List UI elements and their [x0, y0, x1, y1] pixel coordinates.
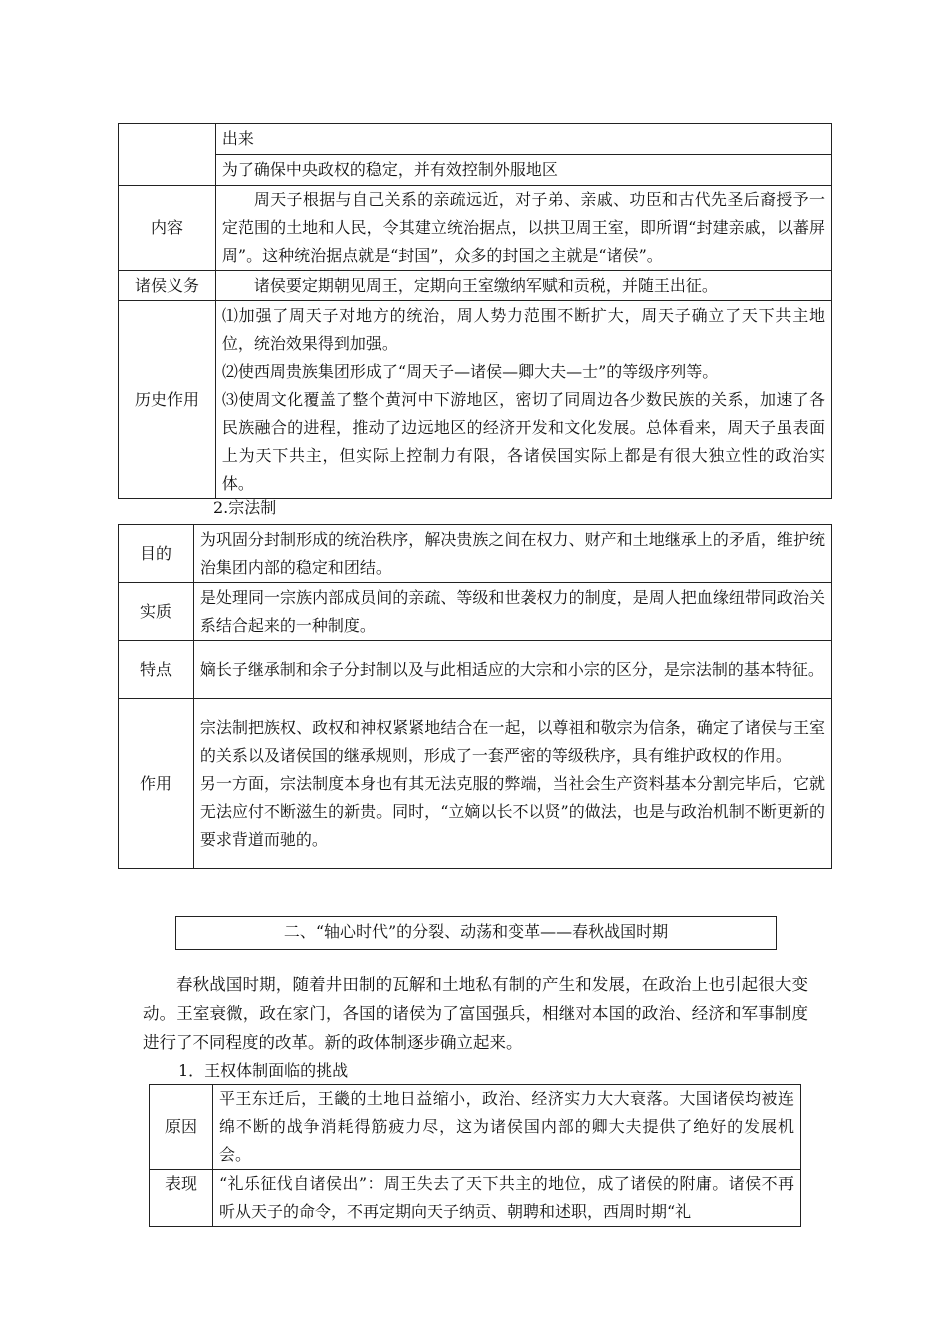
effect-para-1: 宗法制把族权、政权和神权紧紧地结合在一起，以尊祖和敬宗为信条，确定了诸侯与王室的关系以及诸侯国的继承规则，形成了一套严密的等级秩序，具有维护政权的作用。: [199, 717, 825, 765]
cell-zongfa-feature: 嫡长子继承制和余子分封制以及与此相适应的大宗和小宗的区分，是宗法制的基本特征。: [193, 641, 831, 699]
cell-zongfa-effect: [193, 699, 831, 869]
cell-manifestation: “礼乐征伐自诸侯出”：周王失去了天下共主的地位，成了诸侯的附庸。诸侯不再听从天子的命令，不再定期向天子纳贡、朝聘和述职，西周时期“礼: [212, 1170, 800, 1227]
label-essence: 实质: [119, 583, 194, 641]
cell-continuation: 出来: [215, 124, 831, 155]
effect-para-2: 另一方面，宗法制度本身也有其无法克服的弊端，当社会生产资料基本分割完毕后，它就无法应付不断滋生的新贵。同时，“立嫡以长不以贤”的做法，也是与政治机制不断更新的要求背道而驰的。: [199, 773, 825, 849]
cell-zongfa-purpose: 为巩固分封制形成的统治秩序，解决贵族之间在权力、财产和土地继承上的矛盾，维护统治集团内部的稳定和团结。: [193, 525, 831, 583]
fengjian-table: [118, 123, 832, 499]
heading-zongfa: 2.宗法制: [213, 498, 277, 517]
cell-purpose: 为了确保中央政权的稳定，并有效控制外服地区: [215, 155, 831, 186]
cell-duty: 诸侯要定期朝见周王，定期向王室缴纳军赋和贡税，并随王出征。: [215, 271, 831, 301]
challenge-table: [149, 1084, 801, 1227]
label-effect: 作用: [119, 699, 194, 869]
section-title: 二、“轴心时代”的分裂、动荡和变革——春秋战国时期: [175, 916, 777, 950]
cell-content: 周天子根据与自己关系的亲疏远近，对子弟、亲戚、功臣和古代先圣后裔授予一定范围的土地和人民，令其建立统治据点，以拱卫周王室，即所谓“封建亲戚，以蕃屏周”。这种统治据点就是“封国”，众多的封国之主就是“诸侯”。: [215, 186, 831, 271]
cell-zongfa-essence: 是处理同一宗族内部成员间的亲疏、等级和世袭权力的制度，是周人把血缘纽带同政治关系结合起来的一种制度。: [193, 583, 831, 641]
cell-history: [215, 301, 831, 499]
cell-reason: 平王东迁后，王畿的土地日益缩小，政治、经济实力大大衰落。大国诸侯均被连绵不断的战争消耗得筋疲力尽，这为诸侯国内部的卿大夫提供了绝好的发展机会。: [212, 1085, 800, 1170]
label-reason: 原因: [150, 1085, 213, 1170]
empty-label-cell: [119, 124, 216, 186]
intro-paragraph: 春秋战国时期，随着井田制的瓦解和土地私有制的产生和发展，在政治上也引起很大变动。王室衰微，政在家门，各国的诸侯为了富国强兵，相继对本国的政治、经济和军事制度进行了不同程度的改革。新的政体制逐步确立起来。: [143, 975, 808, 1052]
label-purpose: 目的: [119, 525, 194, 583]
label-history: 历史作用: [119, 301, 216, 499]
zongfa-table: [118, 524, 832, 869]
history-point-3: ⑶使周文化覆盖了整个黄河中下游地区，密切了同周边各少数民族的关系，加速了各民族融合的进程，推动了边远地区的经济开发和文化发展。总体看来，周天子虽表面上为天下共主，但实际上控制力有限，各诸侯国实际上都是有很大独立性的政治实体。: [221, 389, 825, 493]
history-point-1: ⑴加强了周天子对地方的统治，周人势力范围不断扩大，周天子确立了天下共主地位，统治效果得到加强。: [221, 305, 825, 353]
label-duty: 诸侯义务: [119, 271, 216, 301]
history-point-2: ⑵使西周贵族集团形成了“周天子—诸侯—卿大夫—士”的等级序列等。: [221, 361, 719, 381]
label-feature: 特点: [119, 641, 194, 699]
label-manifestation: 表现: [150, 1170, 213, 1227]
heading-challenge: 1．王权体制面临的挑战: [178, 1061, 349, 1080]
label-content: 内容: [119, 186, 216, 271]
